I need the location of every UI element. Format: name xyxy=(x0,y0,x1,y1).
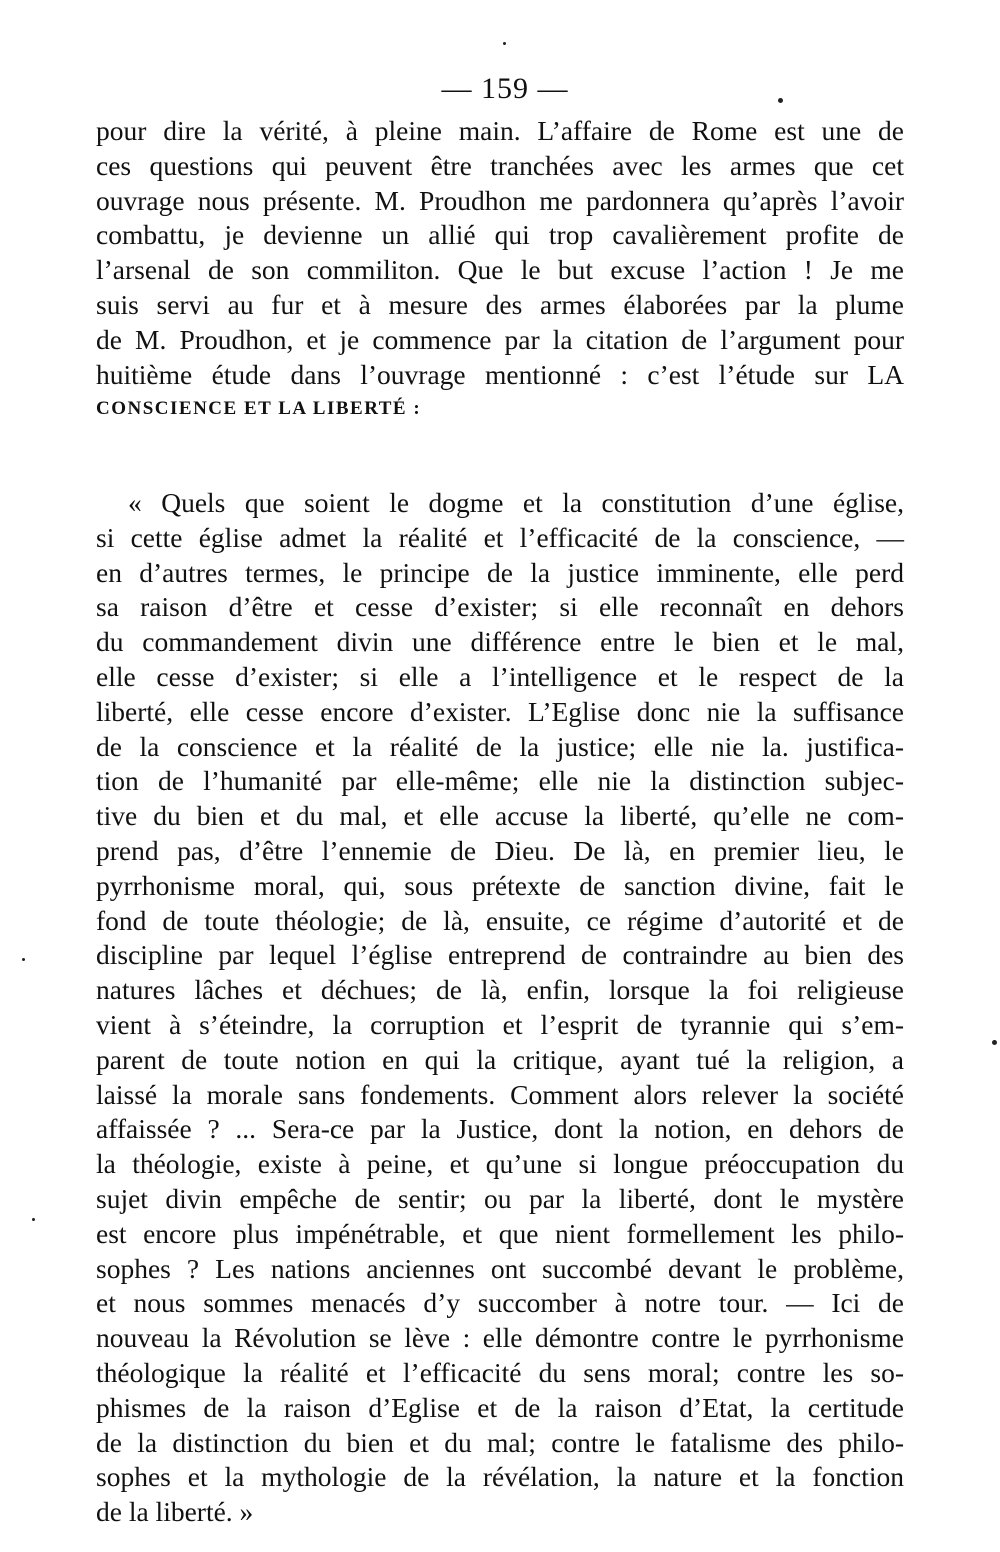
text-line: suis servi au fur et à mesure des armes élaborées par la plume xyxy=(96,288,904,320)
quote-line: est encore plus impénétrable, et que nient formellement les philo- xyxy=(96,1217,904,1249)
text-line: pour dire la vérité, à pleine main. L’affaire de Rome est une de xyxy=(96,115,904,146)
quote-line: discipline par lequel l’église entreprend de contraindre au bien des xyxy=(96,939,904,971)
quote-line: affaissée ? ... Sera-ce par la Justice, dont la notion, en dehors de xyxy=(96,1113,904,1145)
quote-line: si cette église admet la réalité et l’efficacité de la conscience, — xyxy=(96,521,904,553)
text-line: ouvrage nous présente. M. Proudhon me pardonnera qu’après l’avoir xyxy=(96,184,904,216)
quote-line: théologique la réalité et l’efficacité du sens moral; contre les so- xyxy=(96,1356,904,1388)
quote-line: parent de toute notion en qui la critique, ayant tué la religion, a xyxy=(96,1043,904,1075)
quote-line: phismes de la raison d’Eglise et de la raison d’Etat, la certitude xyxy=(96,1391,904,1423)
text-line: de M. Proudhon, et je commence par la citation de l’argument pour xyxy=(96,323,904,355)
print-speck xyxy=(503,42,506,45)
text-line: ces questions qui peuvent être tranchées avec les armes que cet xyxy=(96,149,904,181)
quote-line: de la conscience et la réalité de la justice; elle nie la. justifica- xyxy=(96,730,904,762)
quote-line: fond de toute théologie; de là, ensuite, ce régime d’autorité et de xyxy=(96,904,904,936)
text-line: combattu, je devienne un allié qui trop cavalièrement profite de xyxy=(96,219,904,251)
text-line: l’arsenal de son commiliton. Que le but excuse l’action ! Je me xyxy=(96,254,904,286)
text-line-smallcaps: CONSCIENCE ET LA LIBERTÉ : xyxy=(96,398,422,420)
quote-line: tion de l’humanité par elle-même; elle nie la distinction subjec- xyxy=(96,765,904,797)
quote-line: « Quels que soient le dogme et la constitution d’une église, xyxy=(128,487,904,518)
quote-line: sujet divin empêche de sentir; ou par la liberté, dont le mystère xyxy=(96,1182,904,1214)
quote-line: tive du bien et du mal, et elle accuse la liberté, qu’elle ne com- xyxy=(96,800,904,832)
quotation-paragraph xyxy=(96,486,904,1530)
quote-line: elle cesse d’exister; si elle a l’intelligence et le respect de la xyxy=(96,660,904,692)
print-speck xyxy=(992,1040,997,1045)
quote-line: de la liberté. » xyxy=(96,1496,254,1528)
quote-line: en d’autres termes, le principe de la justice imminente, elle perd xyxy=(96,556,904,588)
quote-line: sa raison d’être et cesse d’exister; si elle reconnaît en dehors xyxy=(96,591,904,623)
quote-line: de la distinction du bien et du mal; contre le fatalisme des philo- xyxy=(96,1426,904,1458)
print-speck xyxy=(22,958,25,961)
quote-line: natures lâches et déchues; de là, enfin, lorsque la foi religieuse xyxy=(96,974,904,1006)
print-speck xyxy=(778,98,783,103)
quote-line: nouveau la Révolution se lève : elle démontre contre le pyrrhonisme xyxy=(96,1322,904,1354)
quote-line: et nous sommes menacés d’y succomber à notre tour. — Ici de xyxy=(96,1287,904,1319)
text-line: huitième étude dans l’ouvrage mentionné : c’est l’étude sur LA xyxy=(96,358,904,390)
quote-line: du commandement divin une différence entre le bien et le mal, xyxy=(96,626,904,658)
quote-line: sophes et la mythologie de la révélation, la nature et la fonction xyxy=(96,1461,904,1493)
quote-line: laissé la morale sans fondements. Comment alors relever la société xyxy=(96,1078,904,1110)
quote-line: liberté, elle cesse encore d’exister. L’Eglise donc nie la suffisance xyxy=(96,695,904,727)
quote-line: prend pas, d’être l’ennemie de Dieu. De là, en premier lieu, le xyxy=(96,834,904,866)
intro-paragraph xyxy=(96,114,904,427)
quote-line: sophes ? Les nations anciennes ont succombé devant le problème, xyxy=(96,1252,904,1284)
quote-line: la théologie, existe à peine, et qu’une si longue préoccupation du xyxy=(96,1148,904,1180)
quote-line: pyrrhonisme moral, qui, sous prétexte de sanction divine, fait le xyxy=(96,869,904,901)
print-speck xyxy=(32,1218,35,1221)
quote-line: vient à s’éteindre, la corruption et l’esprit de tyrannie qui s’em- xyxy=(96,1008,904,1040)
page-number: — 159 — xyxy=(441,72,569,105)
